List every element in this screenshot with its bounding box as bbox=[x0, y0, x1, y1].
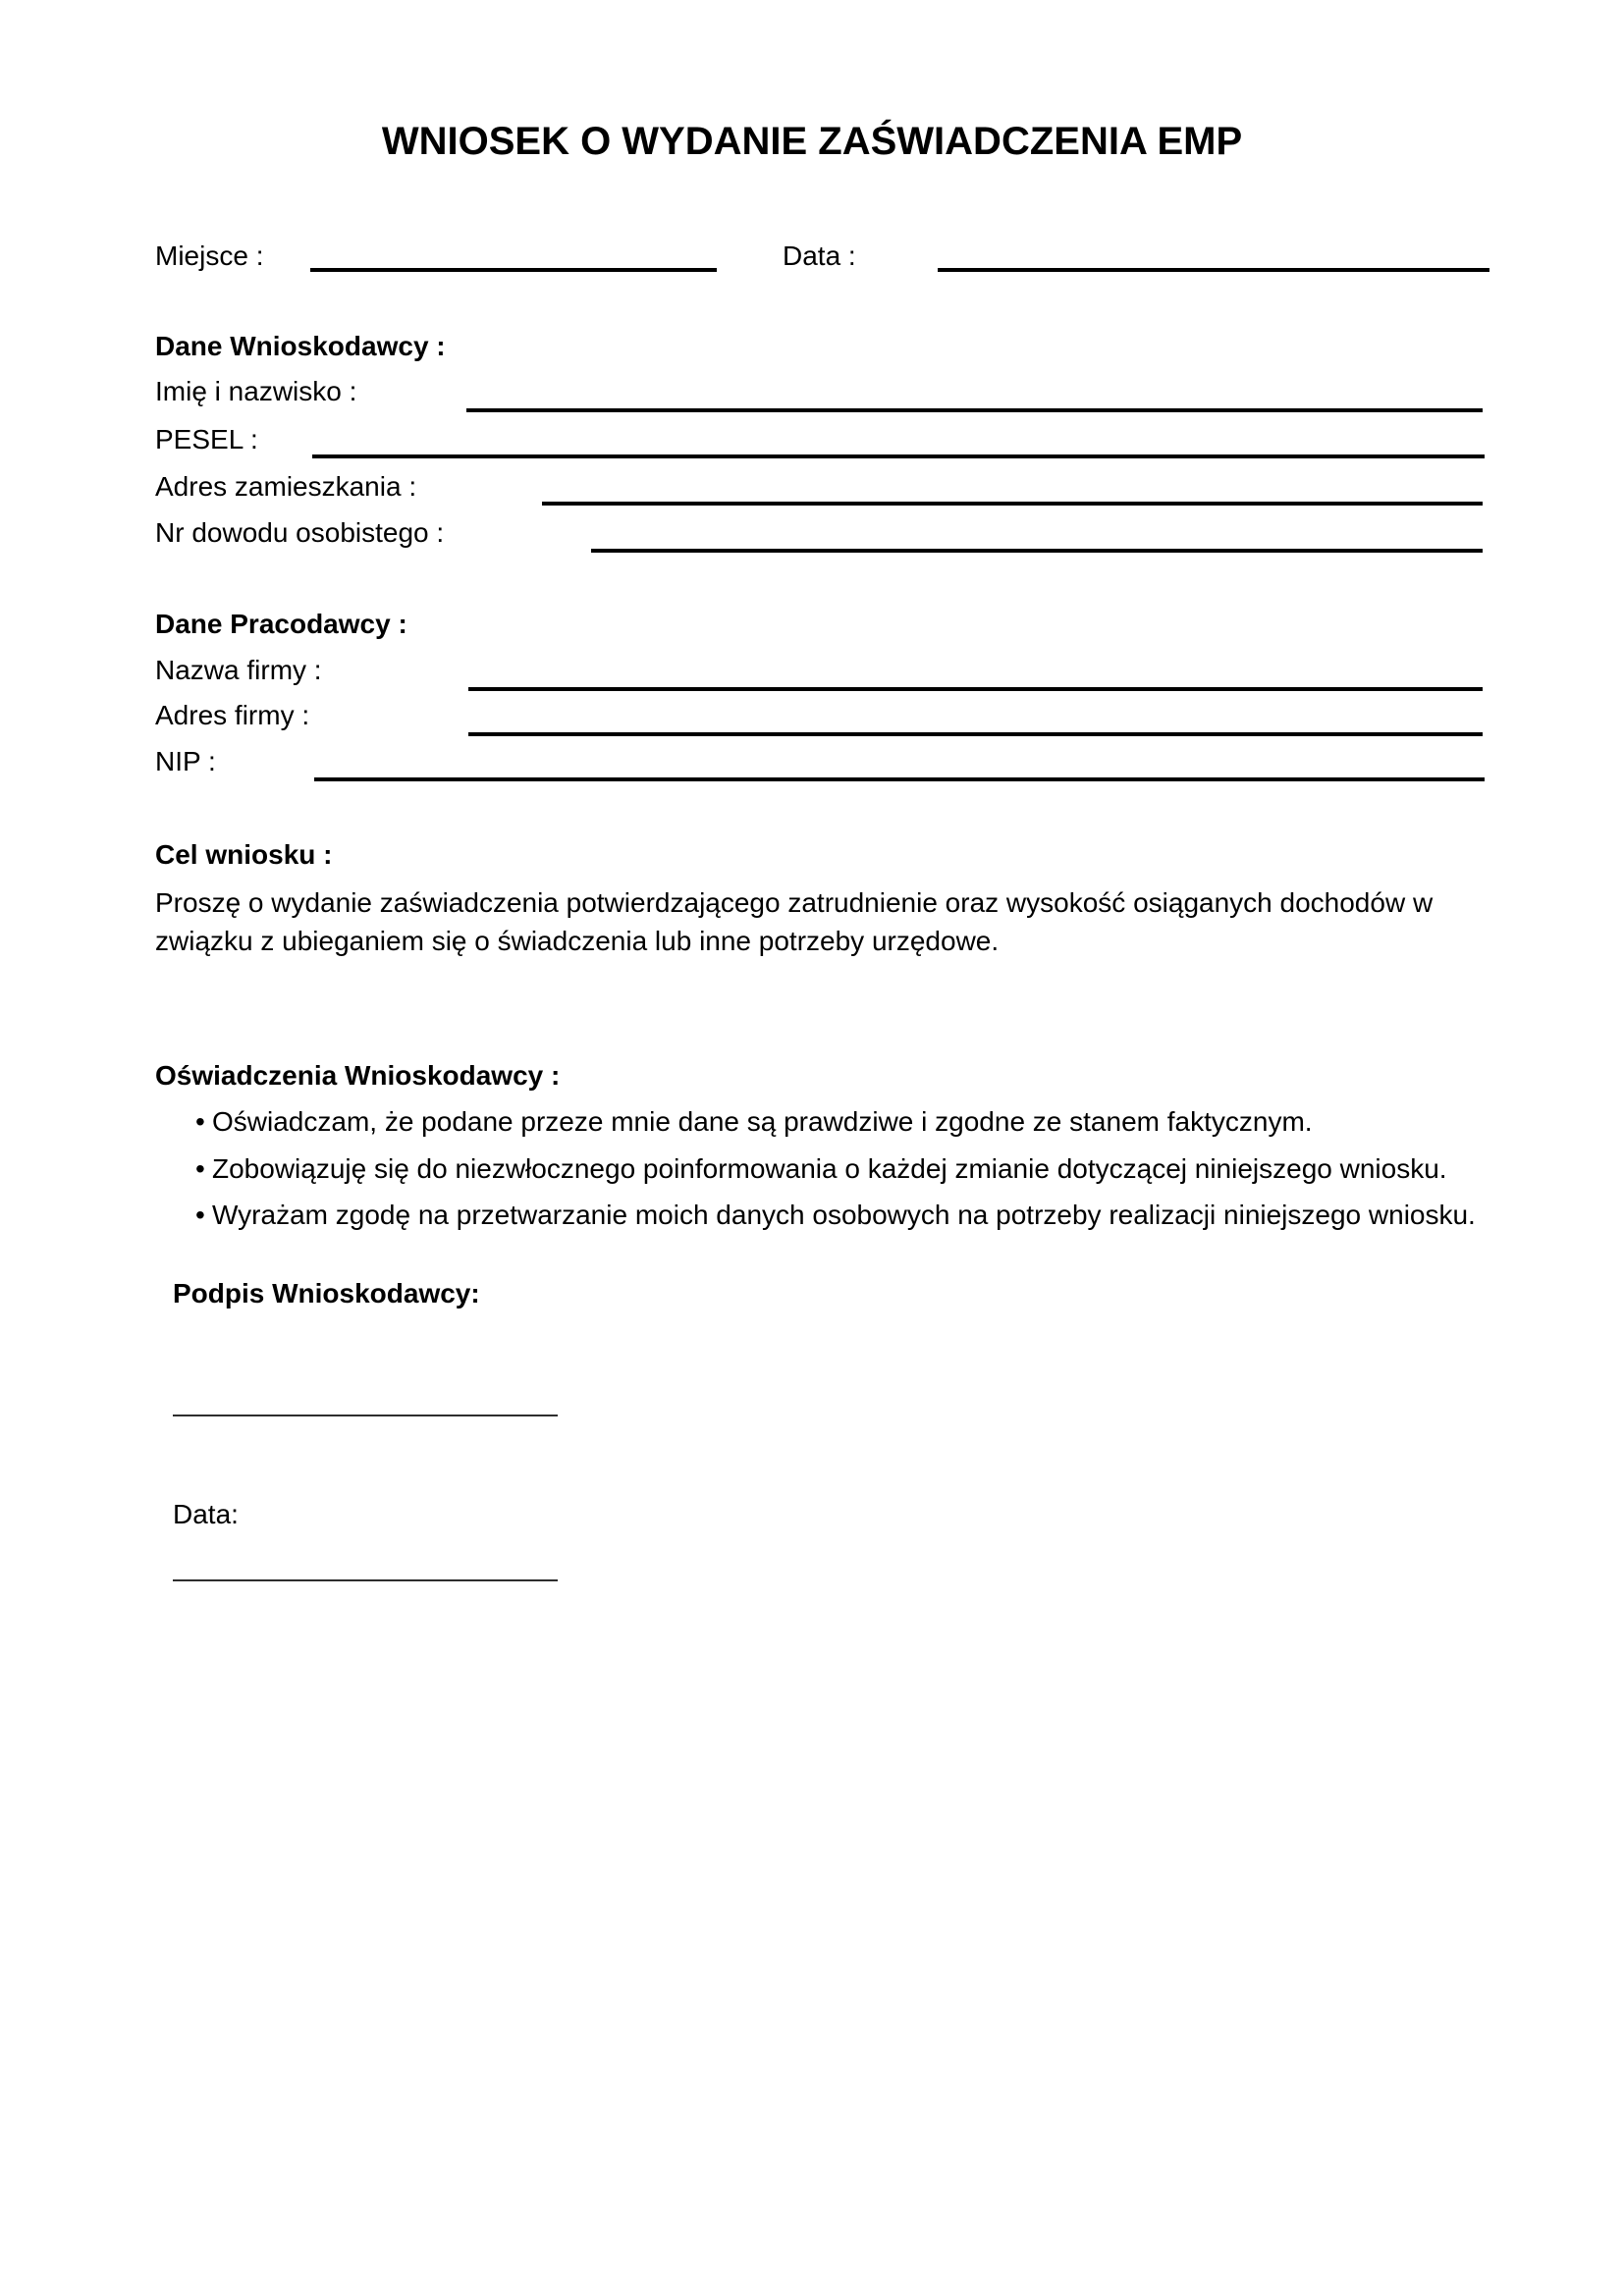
date-field-line bbox=[938, 268, 1489, 272]
declaration-item-text: Zobowiązuję się do niezwłocznego poinformowania o każdej zmianie dotyczącej niniejszego wniosku. bbox=[212, 1153, 1447, 1184]
bullet-icon: • bbox=[195, 1106, 205, 1137]
page-title: WNIOSEK O WYDANIE ZAŚWIADCZENIA EMP bbox=[381, 120, 1243, 163]
purpose-section-heading: Cel wniosku : bbox=[155, 839, 333, 870]
declaration-item bbox=[195, 1104, 1313, 1140]
field-label-adres-zamieszkania: Adres zamieszkania : bbox=[155, 471, 417, 502]
applicant-section-heading: Dane Wnioskodawcy : bbox=[155, 331, 446, 361]
field-line-adres-zamieszkania bbox=[542, 502, 1483, 506]
field-line-nip bbox=[314, 777, 1485, 781]
field-label-adres-firmy: Adres firmy : bbox=[155, 700, 310, 730]
field-line-nazwa-firmy bbox=[468, 687, 1483, 691]
declarations-section-heading: Oświadczenia Wnioskodawcy : bbox=[155, 1060, 561, 1091]
declaration-item-text: Wyrażam zgodę na przetwarzanie moich danych osobowych na potrzeby realizacji niniejszego wniosku. bbox=[212, 1200, 1476, 1230]
purpose-body-text: Proszę o wydanie zaświadczenia potwierdzającego zatrudnienie oraz wysokość osiąganych dochodów w związku z ubieganiem się o świadczenia lub inne potrzeby urzędowe. bbox=[155, 887, 1434, 956]
field-label-imie-i-nazwisko: Imię i nazwisko : bbox=[155, 376, 357, 406]
bullet-icon: • bbox=[195, 1153, 205, 1184]
field-label-nr-dowodu-osobistego: Nr dowodu osobistego : bbox=[155, 517, 445, 548]
place-field-line bbox=[310, 268, 717, 272]
field-label-nazwa-firmy: Nazwa firmy : bbox=[155, 655, 322, 685]
place-label: Miejsce : bbox=[155, 240, 264, 271]
declaration-item bbox=[195, 1198, 1476, 1233]
field-line-nr-dowodu-osobistego bbox=[591, 549, 1483, 553]
signature-section-heading: Podpis Wnioskodawcy: bbox=[173, 1278, 480, 1308]
field-label-pesel: PESEL : bbox=[155, 424, 258, 454]
declaration-item-text: Oświadczam, że podane przeze mnie dane są prawdziwe i zgodne ze stanem faktycznym. bbox=[212, 1106, 1313, 1137]
field-line-adres-firmy bbox=[468, 732, 1483, 736]
field-line-pesel bbox=[312, 454, 1485, 458]
signature-line bbox=[173, 1415, 558, 1416]
field-label-nip: NIP : bbox=[155, 746, 216, 776]
bullet-icon: • bbox=[195, 1200, 205, 1230]
field-line-imie-i-nazwisko bbox=[466, 408, 1483, 412]
employer-section-heading: Dane Pracodawcy : bbox=[155, 609, 407, 639]
signature-date-label: Data: bbox=[173, 1499, 239, 1529]
declaration-item bbox=[195, 1151, 1447, 1187]
signature-date-line bbox=[173, 1579, 558, 1581]
date-label: Data : bbox=[783, 240, 856, 271]
